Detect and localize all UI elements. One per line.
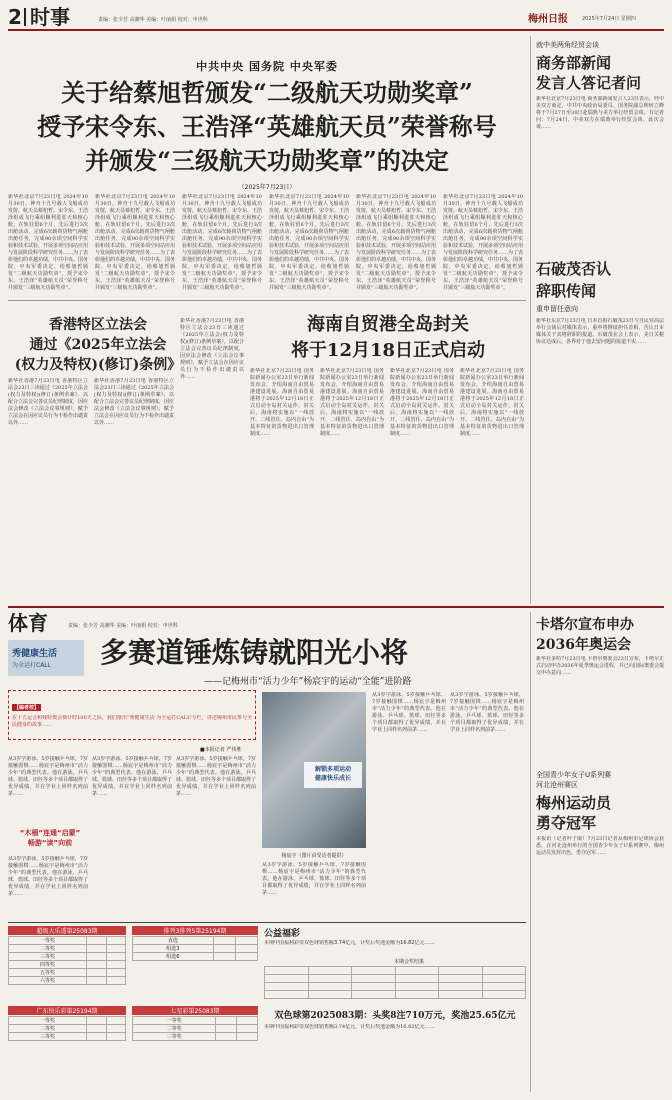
lot1-row-2: 二等奖 — [9, 945, 87, 953]
lottery-box-title: 公益福彩 — [264, 929, 301, 939]
lottery-grid — [264, 966, 526, 999]
sports-body-col-6: 从3岁学游泳、5岁接触乒乓球，7岁接触围棋……杨宸宇是梅州市“活力少年”的典型代表。他在游泳、乒乓球、篮球、田径等多个项目都取得了优异成绩，并在学业上同样名列前茅…… — [450, 692, 524, 733]
lead-body-col-6: 新华社北京7月23日电 2024年10月30日，神舟十九号载人飞船成功发射，航天员蔡旭哲、宋令东、王浩泽组成飞行乘组顺利进驻天和核心舱，在轨驻留6个月，先后进行3次出舱活动，完成6次载荷货物气闸舱出舱任务，完成90余项空间科学实验和技术试验，开展多项空间站应用与发展阶段科学研究任务……为了表彰他们的卓越功绩，中共中央、国务院、中央军委决定，给蔡旭哲颁发“二级航天功勋奖章”，授予宋令东、王浩泽“英雄航天员”荣誉称号并颁发“三级航天功勋奖章”。 — [443, 194, 523, 291]
lottery-col-head: 本期会奖结果 — [394, 959, 425, 965]
qatar-body: 新华社多哈7月23日电 卡塔尔奥委会23日宣布，卡塔尔正式启动申办2036年夏季奥运会进程，并已向国际奥委会提交申办意向…… — [536, 656, 664, 676]
qatar-article — [536, 614, 664, 764]
mofcom-title-1: 商务部新闻 — [536, 54, 612, 72]
lottery-headline: 双色球第2025083期：头奖8注710万元，奖池25.65亿元 — [274, 1011, 516, 1021]
shigeru-title-2: 辞职传闻 — [536, 282, 597, 300]
shigeru-title-1: 石破茂否认 — [536, 260, 612, 278]
hainan-body-col-1: 新华社北京7月23日电 国务院新闻办公室23日举行新闻发布会，介绍海南自由贸易港建设进展。海南自由贸易港将于2025年12月18日正式启动全岛封关运作。封关后，海南将实施以“一线放开、二线管住、岛内自由”为基本特征的货物进出口管理制度…… — [250, 368, 314, 437]
lottery-body: 本期中国福利彩票双色球销售额3.74亿元，计奖后奖池金额为16.82亿元…… — [264, 1024, 435, 1030]
hk-title-3: (权力及特权)(修订)条例》 — [14, 357, 182, 373]
lot1-row-6: 六等奖 — [9, 977, 87, 985]
lead-date: （2025年7月23日） — [238, 184, 296, 191]
meizhou-title-1: 梅州运动员 — [536, 794, 612, 812]
lot3-row-1: 一等奖 — [9, 1017, 87, 1025]
sports-subtitle: ——记梅州市“活力少年”杨宸宇的运动“全能”进阶路 — [204, 677, 412, 687]
mofcom-body: 新华社北京7月23日电 商务部新闻发言人23日表示，经中美双方商定，中共中央政治局委员、国务院副总理何立峰将于7月27日至30日赴瑞典与美方举行经贸会谈。有记者问：7月24日，中美双方在瑞典举行经贸会谈。此次会谈…… — [536, 96, 664, 130]
shigeru-body: 新华社东京7月23日电 日本首相石破茂23日与自民党高层举行会谈后对媒体表示，重申将继续担任首相，否认日本媒体关于其将辞职的报道。石破茂在会上表示，美日关税协议达成后，各界对于他去留问题的报道不实…… — [536, 318, 664, 345]
lot4-row-2: 二等奖 — [133, 1025, 216, 1033]
lead-kicker: 中共中央 国务院 中央军委 — [196, 60, 338, 73]
lead-article — [8, 36, 526, 340]
qatar-title-2: 2036年奥运会 — [536, 637, 631, 653]
lottery-left — [8, 926, 258, 1092]
logo-text: 梅州日报 — [528, 14, 568, 25]
hainan-body-col-2: 新华社北京7月23日电 国务院新闻办公室23日举行新闻发布会，介绍海南自由贸易港建设进展。海南自由贸易港将于2025年12月18日正式启动全岛封关运作。封关后，海南将实施以“一线放开、二线管住、岛内自由”为基本特征的货物进出口管理制度…… — [320, 368, 384, 437]
quote-box-1 — [304, 762, 362, 788]
meizhou-title-2: 勇夺冠军 — [536, 814, 597, 832]
hainan-title-1: 海南自贸港全岛封关 — [307, 314, 469, 335]
column-logo — [8, 640, 84, 676]
lottery-announce: 本期中国福利彩票双色球销售额3.74亿元，计奖后奖池金额为16.82亿元…… — [264, 940, 435, 946]
sports-body-col-5: 从3岁学游泳、5岁接触乒乓球，7岁接触围棋……杨宸宇是梅州市“活力少年”的典型代表。他在游泳、乒乓球、篮球、田径等多个项目都取得了优异成绩，并在学业上同样名列前茅…… — [372, 692, 446, 733]
hainan-title-2: 将于12月18日正式启动 — [290, 340, 486, 361]
lead-title-line-3: 并颁发“三级航天功勋奖章”的决定 — [85, 146, 449, 175]
section-title: 时事 — [30, 5, 70, 29]
editor-note-box — [8, 690, 256, 740]
lead-title-line-2: 授予宋令东、王浩泽“英雄航天员”荣誉称号 — [37, 112, 497, 141]
lead-body-col-4: 新华社北京7月23日电 2024年10月30日，神舟十九号载人飞船成功发射，航天员蔡旭哲、宋令东、王浩泽组成飞行乘组顺利进驻天和核心舱，在轨驻留6个月，先后进行3次出舱活动，完成6次载荷货物气闸舱出舱任务，完成90余项空间科学实验和技术试验，开展多项空间站应用与发展阶段科学研究任务……为了表彰他们的卓越功绩，中共中央、国务院、中央军委决定，给蔡旭哲颁发“二级航天功勋奖章”，授予宋令东、王浩泽“英雄航天员”荣誉称号并颁发“三级航天功勋奖章”。 — [269, 194, 349, 291]
sports-body-col-3: 从3岁学游泳、5岁接触乒乓球，7岁接触围棋……杨宸宇是梅州市“活力少年”的典型代表。他在游泳、乒乓球、篮球、田径等多个项目都取得了优异成绩，并在学业上同样名列前茅…… — [176, 756, 256, 797]
lot2-row-2: 组选3 — [133, 945, 214, 953]
lottery-table-2 — [132, 936, 258, 961]
quote2-line-2: 畅游“读”向前 — [27, 839, 73, 847]
sports-right-divider — [530, 612, 531, 1092]
qatar-title-1: 卡塔尔宣布申办 — [536, 617, 634, 633]
lottery-table-2-title: 排列3排列5第25194期 — [132, 926, 258, 935]
quote-box-2 — [12, 828, 88, 854]
lead-title-line-1: 关于给蔡旭哲颁发“二级航天功勋奖章” — [61, 78, 473, 107]
hk-body-col-3: 新华社香港7月23日电 香港特区立法会23日三读通过《2025年立法会(权力及特权)(修订)条例草案》，以配合立法会完善议员纪律制度，因应法会修改《立法会议事规则》，赋予立法会在因应议员行为不检作出谴责以外…… — [180, 318, 244, 380]
lot1-row-3: 三等奖 — [9, 953, 87, 961]
mofcom-article — [536, 40, 664, 250]
sports-body-col-1b: 从3岁学游泳、5岁接触乒乓球，7岁接触围棋……杨宸宇是梅州市“活力少年”的典型代表。他在游泳、乒乓球、篮球、田径等多个项目都取得了优异成绩，并在学业上同样名列前茅…… — [8, 856, 88, 897]
sports-meta: 责编：张少芳 高潮华 美编：叶丽娟 校对：申世科 — [68, 623, 178, 629]
quote2-line-1: “木桶”连通“启蒙” — [19, 829, 81, 837]
lottery-table-1 — [8, 936, 126, 985]
lot1-row-4: 四等奖 — [9, 961, 87, 969]
sports-rule — [8, 606, 664, 608]
lot2-row-1: 直选 — [133, 937, 214, 945]
page-number: 2 — [8, 5, 22, 29]
lead-body-col-3: 新华社北京7月23日电 2024年10月30日，神舟十九号载人飞船成功发射，航天员蔡旭哲、宋令东、王浩泽组成飞行乘组顺利进驻天和核心舱，在轨驻留6个月，先后进行3次出舱活动，完成6次载荷货物气闸舱出舱任务，完成90余项空间科学实验和技术试验，开展多项空间站应用与发展阶段科学研究任务……为了表彰他们的卓越功绩，中共中央、国务院、中央军委决定，给蔡旭哲颁发“二级航天功勋奖章”，授予宋令东、王浩泽“英雄航天员”荣誉称号并颁发“三级航天功勋奖章”。 — [182, 194, 262, 291]
sports-section-title: 体育 — [8, 611, 48, 635]
lead-body-col-1: 新华社北京7月23日电 2024年10月30日，神舟十九号载人飞船成功发射，航天员蔡旭哲、宋令东、王浩泽组成飞行乘组顺利进驻天和核心舱，在轨驻留6个月，先后进行3次出舱活动，完成6次载荷货物气闸舱出舱任务，完成90余项空间科学实验和技术试验，开展多项空间站应用与发展阶段科学研究任务……为了表彰他们的卓越功绩，中共中央、国务院、中央军委决定，给蔡旭哲颁发“二级航天功勋奖章”，授予宋令东、王浩泽“英雄航天员”荣誉称号并颁发“三级航天功勋奖章”。 — [8, 194, 88, 291]
hk-body-col-1: 新华社香港7月23日电 香港特区立法会23日三读通过《2025年立法会(权力及特权)(修订)条例草案》，以配合立法会完善议员纪律制度，因应法会修改《立法会议事规则》，赋予立法会在因应议员行为不检作出谴责以外…… — [8, 378, 88, 426]
newspaper-logo — [528, 10, 568, 25]
editor-note-text: 在十五运会和残特奥会倒计时100天之际，我们推出“秀健康生活 为全运打CALL”专栏，讲述梅州市民参与全民健身的故事…… — [12, 715, 252, 728]
header-rule — [8, 29, 664, 31]
sports-body-col-1: 从3岁学游泳、5岁接触乒乓球，7岁接触围棋……杨宸宇是梅州市“活力少年”的典型代表。他在游泳、乒乓球、篮球、田径等多个项目都取得了优异成绩，并在学业上同样名列前茅…… — [8, 756, 88, 797]
lot4-row-3: 三等奖 — [133, 1033, 216, 1041]
hainan-article — [250, 306, 526, 604]
hk-title-1: 香港特区立法会 — [49, 317, 147, 333]
mofcom-title-2: 发言人答记者问 — [536, 74, 642, 92]
sports-body-col-4: 从3岁学游泳、5岁接触乒乓球，7岁接触围棋……杨宸宇是梅州市“活力少年”的典型代表。他在游泳、乒乓球、篮球、田径等多个项目都取得了优异成绩，并在学业上同样名列前茅…… — [262, 862, 366, 896]
meizhou-body: 本报讯（记者叶子康）7月23日记者从梅州市足球协会获悉，在河北沧州举行的全国青少年女子U系列赛中，梅州运动员发挥出色，勇夺冠军…… — [536, 836, 664, 856]
lottery-table-3 — [8, 1016, 126, 1041]
sports-title: 多赛道锤炼铸就阳光小将 — [100, 636, 409, 669]
page-header — [8, 6, 664, 28]
hainan-body-col-3: 新华社北京7月23日电 国务院新闻办公室23日举行新闻发布会，介绍海南自由贸易港建设进展。海南自由贸易港将于2025年12月18日正式启动全岛封关运作。封关后，海南将实施以“一线放开、二线管住、岛内自由”为基本特征的货物进出口管理制度…… — [390, 368, 454, 437]
shigeru-article — [536, 258, 664, 598]
lot1-row-1: 一等奖 — [9, 937, 87, 945]
lottery-table-4-title: 七星彩第25083期 — [132, 1006, 258, 1015]
shigeru-sub: 重申留任意向 — [536, 305, 578, 313]
right-column-divider — [530, 36, 531, 604]
page-number-divider — [24, 8, 26, 26]
header-date: 2025年7月24日 星期四 — [582, 16, 636, 22]
lottery-table-4 — [132, 1016, 258, 1041]
column-logo-line-1: 秀健康生活 — [12, 649, 58, 659]
lottery-right — [264, 926, 526, 1092]
hk-article — [8, 306, 246, 604]
hk-body-col-2: 新华社香港7月23日电 香港特区立法会23日三读通过《2025年立法会(权力及特权)(修订)条例草案》，以配合立法会完善议员纪律制度，因应法会修改《立法会议事规则》，赋予立法会在因应议员行为不检作出谴责以外…… — [94, 378, 174, 426]
sports-body-col-2: 从3岁学游泳、5岁接触乒乓球，7岁接触围棋……杨宸宇是梅州市“活力少年”的典型代表。他在游泳、乒乓球、篮球、田径等多个项目都取得了优异成绩，并在学业上同样名列前茅…… — [92, 756, 172, 797]
mofcom-kicker: 就中美两角经贸会谈 — [536, 41, 599, 49]
lot1-row-5: 五等奖 — [9, 969, 87, 977]
lottery-table-3-title: 广东快乐彩第25194期 — [8, 1006, 126, 1015]
sports-byline: ■本报记者 严伟胜 — [200, 747, 242, 753]
lead-body-col-2: 新华社北京7月23日电 2024年10月30日，神舟十九号载人飞船成功发射，航天员蔡旭哲、宋令东、王浩泽组成飞行乘组顺利进驻天和核心舱，在轨驻留6个月，先后进行3次出舱活动，完成6次载荷货物气闸舱出舱任务，完成90余项空间科学实验和技术试验，开展多项空间站应用与发展阶段科学研究任务……为了表彰他们的卓越功绩，中共中央、国务院、中央军委决定，给蔡旭哲颁发“二级航天功勋奖章”，授予宋令东、王浩泽“英雄航天员”荣誉称号并颁发“三级航天功勋奖章”。 — [95, 194, 175, 291]
header-meta: 责编：张少芳 高潮华 美编：叶丽娟 校对：申世科 — [98, 17, 208, 23]
lead-body-col-5: 新华社北京7月23日电 2024年10月30日，神舟十九号载人飞船成功发射，航天员蔡旭哲、宋令东、王浩泽组成飞行乘组顺利进驻天和核心舱，在轨驻留6个月，先后进行3次出舱活动，完成6次载荷货物气闸舱出舱任务，完成90余项空间科学实验和技术试验，开展多项空间站应用与发展阶段科学研究任务……为了表彰他们的卓越功绩，中共中央、国务院、中央军委决定，给蔡旭哲颁发“二级航天功勋奖章”，授予宋令东、王浩泽“英雄航天员”荣誉称号并颁发“三级航天功勋奖章”。 — [356, 194, 436, 291]
lot3-row-3: 三等奖 — [9, 1033, 87, 1041]
column-logo-line-2: 为全运打CALL — [12, 662, 51, 669]
meizhou-kicker: 全国青少年女子U系列赛 — [536, 771, 612, 779]
lead-bottom-rule — [8, 300, 526, 301]
meizhou-kicker-2: 河北沧州赛区 — [536, 781, 578, 789]
lottery-top-rule — [8, 922, 526, 923]
lot2-row-3: 组选6 — [133, 953, 214, 961]
sports-header — [8, 612, 528, 634]
lot3-row-2: 二等奖 — [9, 1025, 87, 1033]
lot4-row-1: 一等奖 — [133, 1017, 216, 1025]
quote1-line-2: 健康快乐成长 — [314, 775, 351, 782]
photo-caption: 杨宸宇（图片由受访者提供） — [281, 853, 347, 859]
editor-note-tag: 【编者按】 — [14, 705, 40, 711]
meizhou-article — [536, 770, 664, 1092]
quote1-line-1: 解锁多项运动 — [314, 766, 351, 773]
hainan-body-col-4: 新华社北京7月23日电 国务院新闻办公室23日举行新闻发布会，介绍海南自由贸易港建设进展。海南自由贸易港将于2025年12月18日正式启动全岛封关运作。封关后，海南将实施以“一线放开、二线管住、岛内自由”为基本特征的货物进出口管理制度…… — [460, 368, 524, 437]
lottery-table-1-title: 超级大乐透第25083期 — [8, 926, 126, 935]
hk-title-2: 通过《2025年立法会 — [29, 337, 167, 353]
